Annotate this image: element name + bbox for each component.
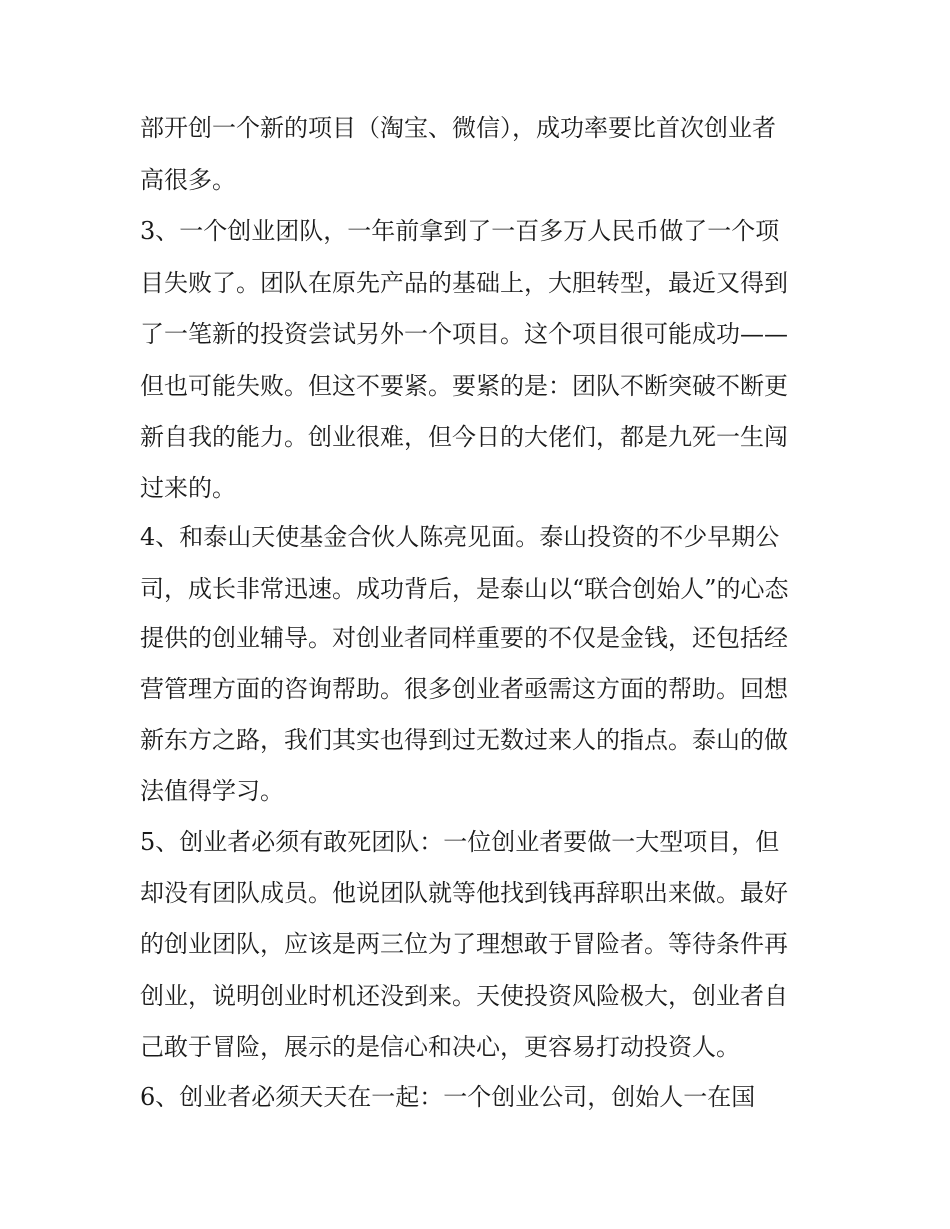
text-line: 己敢于冒险，展示的是信心和决心，更容易打动投资人。 — [140, 1033, 740, 1061]
text-line: 司，成长非常迅速。成功背后，是泰山以“联合创始人”的心态 — [140, 575, 789, 603]
text-line: 却没有团队成员。他说团队就等他找到钱再辞职出来做。最好 — [140, 879, 788, 907]
text-line: 法值得学习。 — [140, 777, 284, 805]
text-line: 部开创一个新的项目（淘宝、微信），成功率要比首次创业者 — [140, 114, 776, 142]
text-line: 过来的。 — [140, 474, 236, 502]
text-line: 但也可能失败。但这不要紧。要紧的是：团队不断突破不断更 — [140, 372, 788, 400]
text-line: 营管理方面的咨询帮助。很多创业者亟需这方面的帮助。回想 — [140, 675, 788, 703]
text-line: 3、一个创业团队，一年前拿到了一百多万人民币做了一个项 — [140, 217, 780, 245]
text-line: 创业，说明创业时机还没到来。天使投资风险极大，创业者自 — [140, 982, 788, 1010]
text-line: 目失败了。团队在原先产品的基础上，大胆转型，最近又得到 — [140, 269, 788, 297]
text-line: 高很多。 — [140, 166, 236, 194]
text-line: 的创业团队，应该是两三位为了理想敢于冒险者。等待条件再 — [140, 930, 788, 958]
text-line: 新东方之路，我们其实也得到过无数过来人的指点。泰山的做 — [140, 726, 788, 754]
text-line: 了一笔新的投资尝试另外一个项目。这个项目很可能成功—— — [140, 320, 788, 348]
text-line: 6、创业者必须天天在一起：一个创业公司，创始人一在国 — [140, 1083, 756, 1111]
text-line: 新自我的能力。创业很难，但今日的大佬们，都是九死一生闯 — [140, 423, 788, 451]
text-line: 提供的创业辅导。对创业者同样重要的不仅是金钱，还包括经 — [140, 624, 788, 652]
text-line: 5、创业者必须有敢死团队：一位创业者要做一大型项目，但 — [140, 828, 780, 856]
text-line: 4、和泰山天使基金合伙人陈亮见面。泰山投资的不少早期公 — [140, 523, 780, 551]
